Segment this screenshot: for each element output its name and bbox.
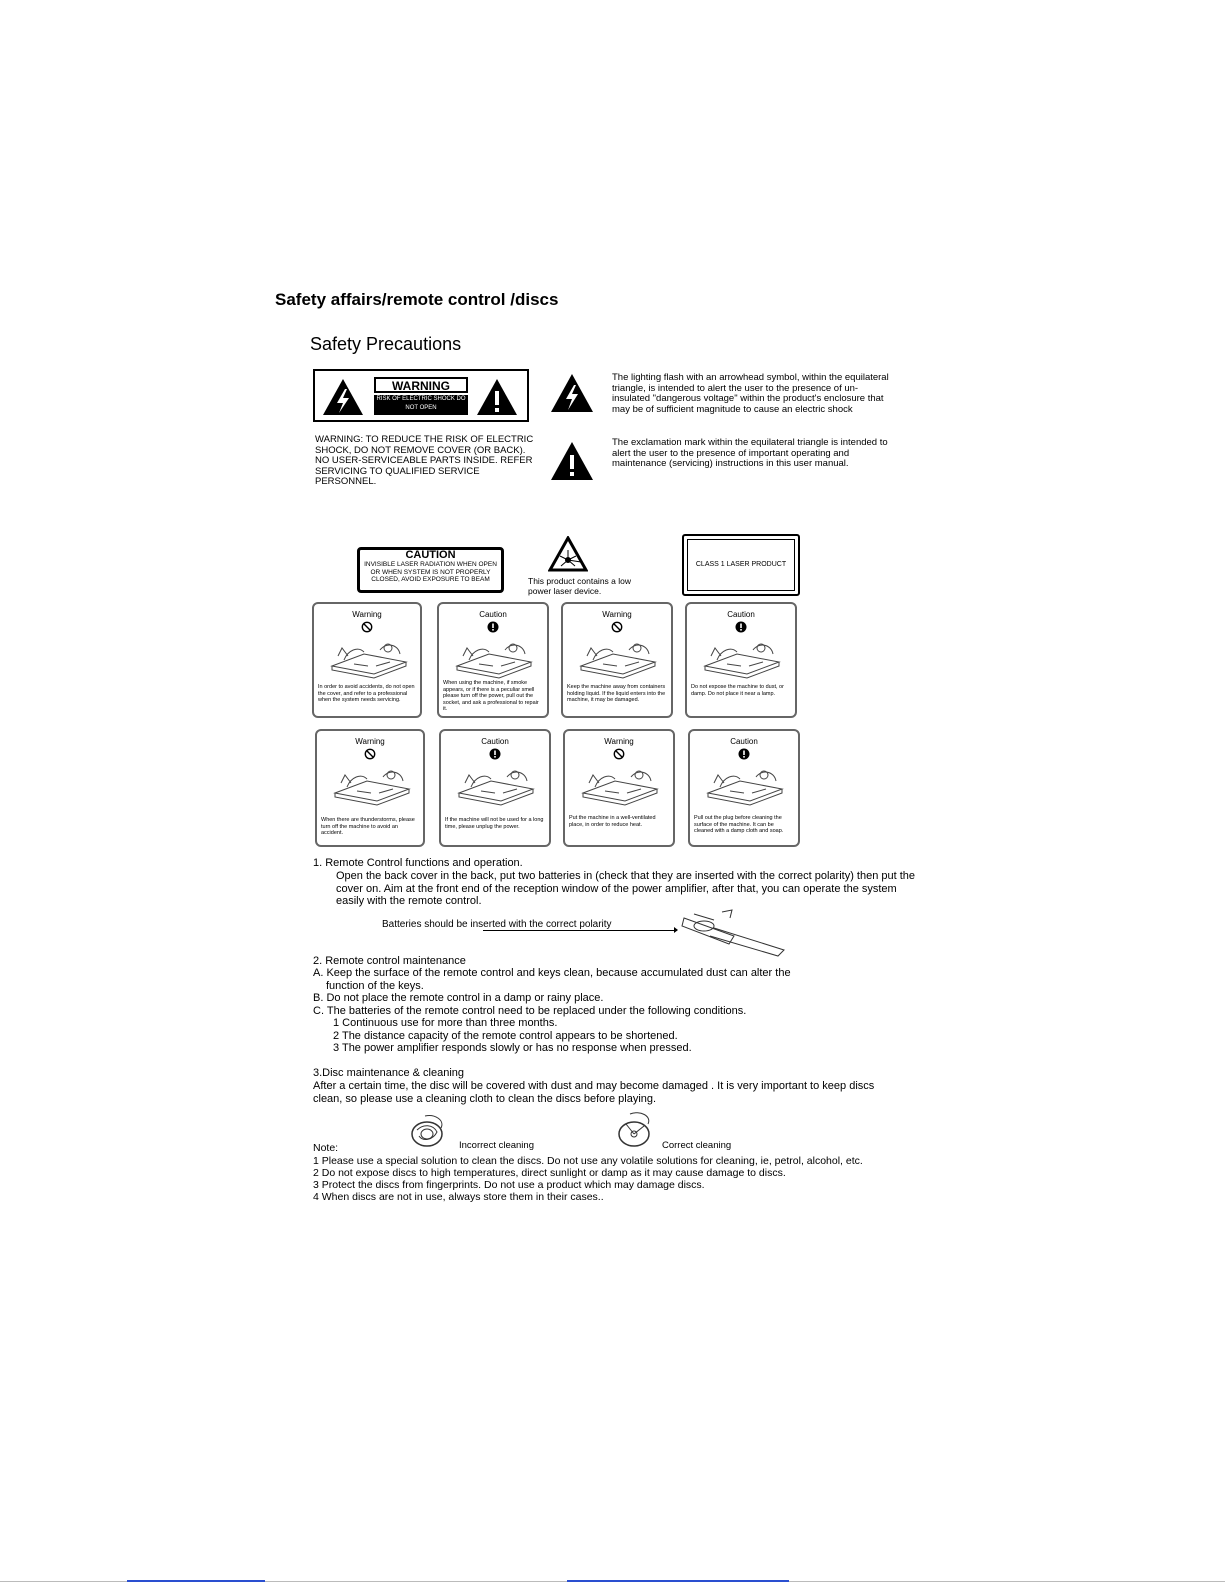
- remote-body: Open the back cover in the back, put two batteries in (check that they are inserted with the correct polarity) then put the cover on. Aim at the front end of the reception window of the power amplifier, after that, you can operate the system easily with the remote control.: [336, 870, 916, 907]
- disc-note: 4 When discs are not in use, always store them in their cases..: [313, 1191, 604, 1203]
- footer-link-underline: [127, 1580, 265, 1582]
- exclamation-triangle-icon: [475, 377, 519, 417]
- warning-label: [313, 369, 529, 422]
- warning-heading: WARNING: [374, 377, 468, 393]
- safety-card: [561, 602, 673, 718]
- disc-note: 2 Do not expose discs to high temperatures, direct sunlight or damp as it may cause damage to discs.: [313, 1167, 786, 1179]
- safety-card-text: In order to avoid accidents, do not open the cover, and refer to a professional when the system needs servicing.: [318, 684, 415, 703]
- battery-caption: Batteries should be inserted with the correct polarity: [382, 919, 612, 930]
- exclamation-triangle-icon: [549, 440, 595, 482]
- incorrect-cleaning-caption: Incorrect cleaning: [459, 1140, 534, 1151]
- laser-hazard-icon: [548, 536, 588, 572]
- safety-card: [312, 602, 422, 718]
- correct-cleaning-caption: Correct cleaning: [662, 1140, 732, 1151]
- note-label: Note:: [313, 1142, 339, 1154]
- illustration-icon: [449, 636, 539, 680]
- maintenance-c-item: 2 The distance capacity of the remote control appears to be shortened.: [333, 1030, 678, 1042]
- class1-laser-text: CLASS 1 LASER PRODUCT: [687, 539, 795, 591]
- maintenance-heading: 2. Remote control maintenance: [313, 955, 466, 967]
- correct-cleaning-icon: [612, 1110, 660, 1152]
- maintenance-a2: function of the keys.: [326, 980, 424, 992]
- illustration-icon: [573, 636, 663, 680]
- safety-card: [563, 729, 675, 847]
- disc-note: 3 Protect the discs from fingerprints. Do not use a product which may damage discs.: [313, 1179, 705, 1191]
- exclamation-icon: [487, 621, 499, 633]
- exclamation-icon: [489, 748, 501, 760]
- prohibition-icon: [613, 748, 625, 760]
- prohibition-icon: [361, 621, 373, 633]
- illustration-icon: [324, 636, 414, 680]
- lightning-symbol-note: The lighting flash with an arrowhead symbol, within the equilateral triangle, is intended to alert the user to the presence of un-insulated "dangerous voltage" within the product's enclosure that may be of sufficient magnitude to cause an electric shock: [612, 372, 889, 415]
- safety-card: [437, 602, 549, 718]
- safety-card-title: Warning: [355, 737, 385, 746]
- laser-notice: This product contains a low power laser device.: [528, 576, 631, 596]
- safety-card-title: Caution: [481, 737, 509, 746]
- illustration-icon: [700, 763, 790, 807]
- lightning-triangle-icon: [549, 372, 595, 414]
- exclamation-icon: [738, 748, 750, 760]
- safety-card: [439, 729, 551, 847]
- safety-card: [688, 729, 800, 847]
- warning-subtext: RISK OF ELECTRIC SHOCK DO NOT OPEN: [374, 395, 468, 415]
- safety-card-title: Caution: [730, 737, 758, 746]
- warning-text: WARNING: TO REDUCE THE RISK OF ELECTRIC SHOCK, DO NOT REMOVE COVER (OR BACK). NO USER-SERVICEABLE PARTS INSIDE. REFER SERVICING TO QUALIFIED SERVICE PERSONNEL.: [315, 434, 534, 487]
- maintenance-c: C. The batteries of the remote control need to be replaced under the following conditions.: [313, 1005, 747, 1017]
- section-title: Safety affairs/remote control /discs: [275, 290, 559, 309]
- illustration-icon: [451, 763, 541, 807]
- maintenance-a: A. Keep the surface of the remote control and keys clean, because accumulated dust can alter the: [313, 967, 791, 979]
- safety-card: [315, 729, 425, 847]
- caution-body: INVISIBLE LASER RADIATION WHEN OPEN OR WHEN SYSTEM IS NOT PROPERLY CLOSED, AVOID EXPOSURE TO BEAM: [364, 561, 497, 583]
- safety-card-title: Warning: [602, 610, 632, 619]
- safety-card-title: Caution: [727, 610, 755, 619]
- safety-card-text: If the machine will not be used for a long time, please unplug the power.: [445, 817, 544, 830]
- safety-card: [685, 602, 797, 718]
- disc-heading: 3.Disc maintenance & cleaning: [313, 1067, 465, 1079]
- safety-card-text: Keep the machine away from containers holding liquid. If the liquid enters into the machine, it may be damaged.: [567, 684, 666, 703]
- laser-caution-label: [357, 547, 504, 593]
- disc-note: 1 Please use a special solution to clean the discs. Do not use any volatile solutions for cleaning, ie, petrol, alcohol, etc.: [313, 1155, 863, 1167]
- illustration-icon: [575, 763, 665, 807]
- safety-card-text: Put the machine in a well-ventilated place, in order to reduce heat.: [569, 815, 656, 828]
- safety-card-title: Warning: [604, 737, 634, 746]
- safety-card-text: When there are thunderstorms, please turn off the machine to avoid an accident.: [321, 817, 415, 836]
- illustration-icon: [697, 636, 787, 680]
- exclamation-icon: [735, 621, 747, 633]
- remote-heading: 1. Remote Control functions and operation.: [313, 857, 523, 869]
- maintenance-c-item: 3 The power amplifier responds slowly or has no response when pressed.: [333, 1042, 692, 1054]
- caution-heading: CAUTION: [405, 549, 456, 561]
- prohibition-icon: [364, 748, 376, 760]
- safety-card-text: Pull out the plug before cleaning the surface of the machine. It can be cleaned with a damp cloth and soap.: [694, 815, 784, 834]
- remote-battery-icon: [674, 908, 794, 958]
- maintenance-b: B. Do not place the remote control in a damp or rainy place.: [313, 992, 604, 1004]
- safety-card-title: Caution: [479, 610, 507, 619]
- prohibition-icon: [611, 621, 623, 633]
- page-subtitle: Safety Precautions: [310, 334, 462, 354]
- exclamation-symbol-note: The exclamation mark within the equilateral triangle is intended to alert the user to the presence of important operating and maintenance (servicing) instructions in this user manual.: [612, 437, 888, 469]
- disc-body: After a certain time, the disc will be covered with dust and may become damaged . It is very important to keep discs clean, so please use a cleaning cloth to clean the discs before playing.: [313, 1080, 875, 1105]
- safety-card-text: Do not expose the machine to dust, or damp. Do not place it near a lamp.: [691, 684, 784, 697]
- safety-card-text: When using the machine, if smoke appears, or if there is a peculiar smell please turn off the power, pull out the socket, and ask a professional to repair it.: [443, 680, 539, 712]
- safety-card-title: Warning: [352, 610, 382, 619]
- battery-pointer-line: [483, 930, 677, 931]
- incorrect-cleaning-icon: [405, 1112, 453, 1152]
- maintenance-c-item: 1 Continuous use for more than three months.: [333, 1017, 558, 1029]
- lightning-triangle-icon: [321, 377, 365, 417]
- class1-laser-label: [682, 534, 800, 596]
- illustration-icon: [327, 763, 417, 807]
- footer-link-underline: [567, 1580, 789, 1582]
